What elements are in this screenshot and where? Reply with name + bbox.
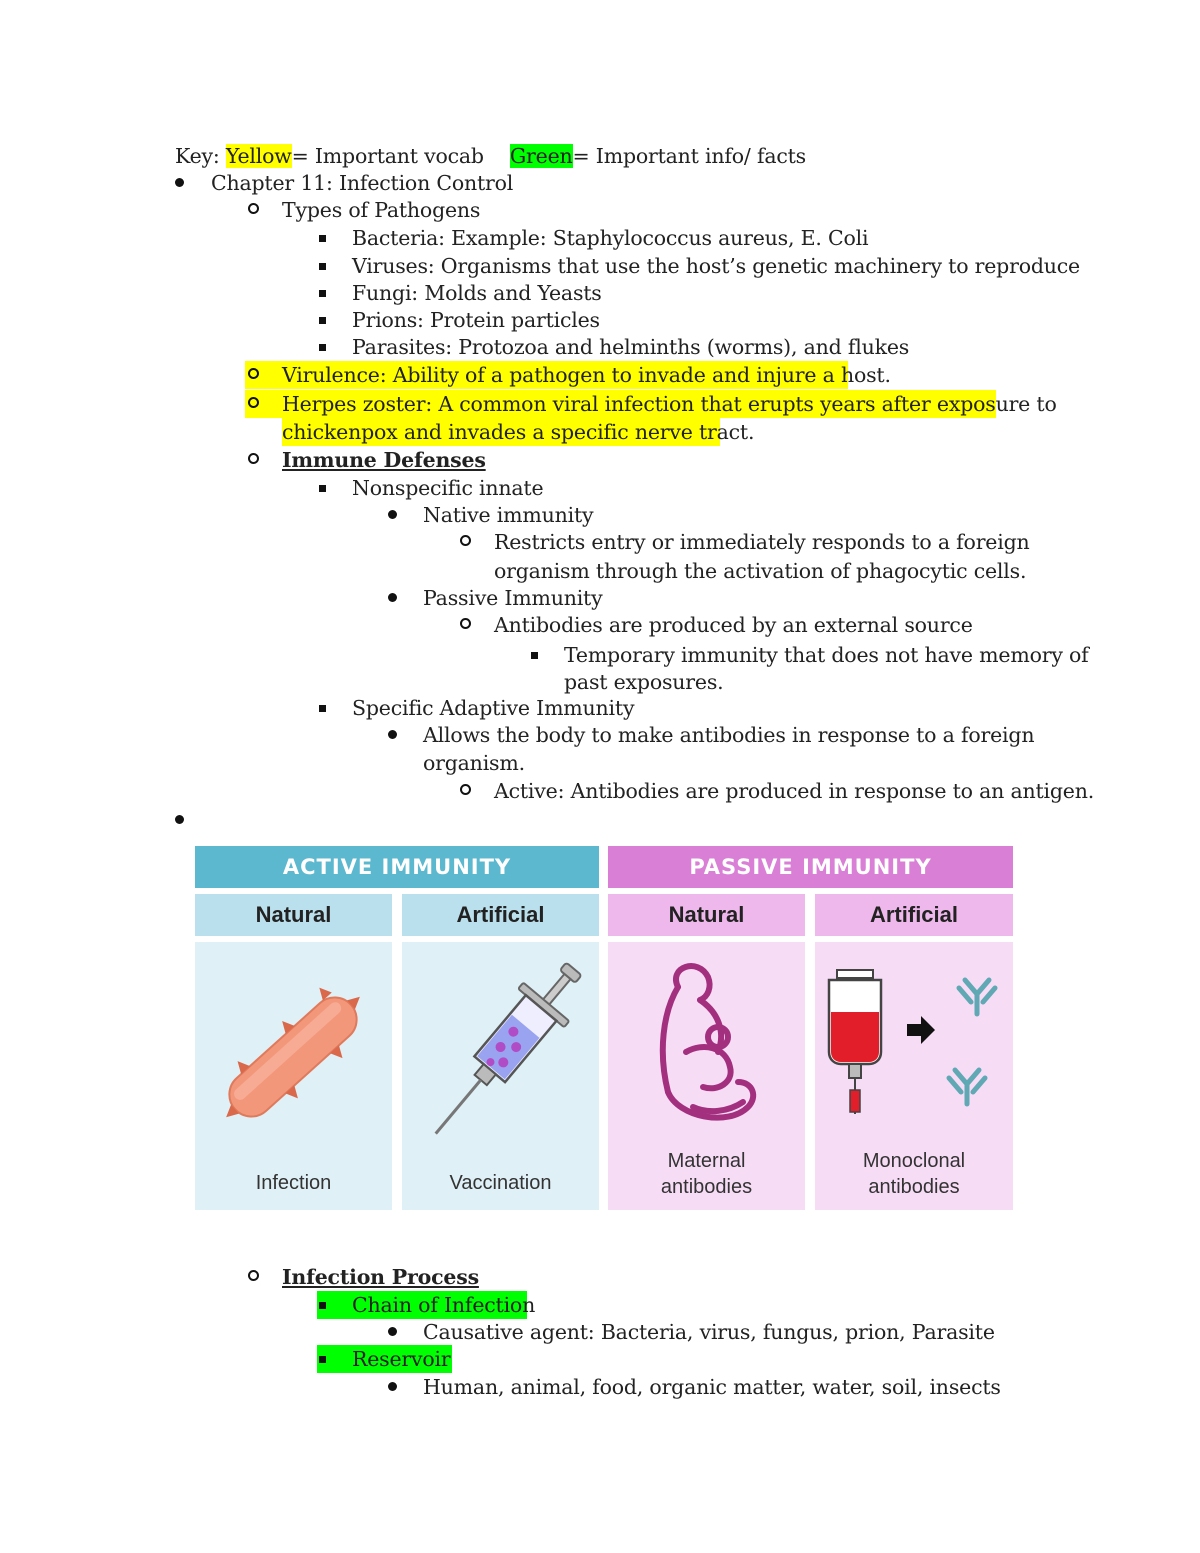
infection-panel: [195, 942, 392, 1210]
bullet-dot-icon: [388, 501, 397, 529]
types-of-pathogens: Types of Pathogens: [282, 198, 481, 222]
temporary-line2: past exposures.: [564, 670, 724, 694]
active-artificial-label: Artificial: [402, 894, 599, 936]
reservoir: Reservoir: [352, 1347, 451, 1371]
item-prions: Prions: Protein particles: [352, 308, 600, 332]
bullet-dot-icon: [388, 584, 397, 612]
mother-and-baby-icon: [608, 942, 805, 1142]
bullet-ring-icon: [248, 361, 259, 389]
allows-line1: Allows the body to make antibodies in response to a foreign: [423, 723, 1035, 747]
bullet-square-icon: [531, 641, 538, 669]
herpes-definition-line1: Herpes zoster: A common viral infection that erupts years after exposure to: [282, 392, 1057, 416]
bullet-square-icon: [319, 306, 326, 334]
key-prefix: Key:: [175, 144, 226, 168]
key-green-def: = Important info/ facts: [572, 144, 806, 168]
active-immunity-header: ACTIVE IMMUNITY: [195, 846, 599, 888]
item-parasites: Parasites: Protozoa and helminths (worms), and flukes: [352, 335, 910, 359]
iv-bag-antibody-icon: [815, 942, 1013, 1142]
allows-line2: organism.: [423, 751, 525, 775]
restricts-line2: organism through the activation of phagocytic cells.: [494, 559, 1027, 583]
native-immunity: Native immunity: [423, 503, 594, 527]
caption-vaccination: Vaccination: [449, 1172, 552, 1194]
bullet-dot-icon: [388, 1318, 397, 1346]
caption-maternal-line1: Maternal: [667, 1150, 746, 1172]
bullet-dot-icon: [388, 1373, 397, 1401]
specific-adaptive: Specific Adaptive Immunity: [352, 696, 635, 720]
bullet-square-icon: [319, 252, 326, 280]
caption-maternal-line2: antibodies: [660, 1176, 753, 1198]
key-legend: [175, 142, 806, 170]
infection-process-heading: Infection Process: [282, 1265, 479, 1289]
vaccination-panel: [402, 942, 599, 1210]
bullet-dot-icon: [175, 806, 184, 834]
reservoir-examples: Human, animal, food, organic matter, water, soil, insects: [423, 1375, 1001, 1399]
temporary-line1: Temporary immunity that does not have memory of: [564, 643, 1089, 667]
chapter-heading: Chapter 11: Infection Control: [211, 171, 514, 195]
antibodies-external: Antibodies are produced by an external source: [494, 613, 973, 637]
bullet-square-icon: [319, 333, 326, 361]
bullet-square-icon: [319, 1291, 326, 1319]
key-yellow-def: = Important vocab: [291, 144, 484, 168]
chain-of-infection: Chain of Infection: [352, 1293, 536, 1317]
syringe-icon: [402, 942, 599, 1172]
monoclonal-panel: [815, 942, 1013, 1210]
immune-defenses-heading: Immune Defenses: [282, 448, 486, 472]
bullet-ring-icon: [248, 390, 259, 418]
key-yellow-word: Yellow: [225, 144, 292, 168]
caption-monoclonal-line2: antibodies: [868, 1176, 960, 1198]
active-antibodies: Active: Antibodies are produced in response to an antigen.: [494, 779, 1095, 803]
bullet-square-icon: [319, 224, 326, 252]
bullet-ring-icon: [460, 777, 471, 805]
item-viruses: Viruses: Organisms that use the host’s genetic machinery to reproduce: [352, 254, 1080, 278]
item-bacteria: Bacteria: Example: Staphylococcus aureus, E. Coli: [352, 226, 869, 250]
bullet-dot-icon: [388, 721, 397, 749]
bullet-ring-icon: [248, 1263, 259, 1291]
active-natural-label: Natural: [195, 894, 392, 936]
restricts-line1: Restricts entry or immediately responds to a foreign: [494, 530, 1030, 554]
bullet-square-icon: [319, 474, 326, 502]
arrow-right-icon: [907, 1016, 935, 1044]
key-green-word: Green: [509, 144, 573, 168]
bacterium-icon: [195, 942, 392, 1172]
bullet-ring-icon: [248, 196, 259, 224]
causative-agent: Causative agent: Bacteria, virus, fungus, prion, Parasite: [423, 1320, 995, 1344]
nonspecific-innate: Nonspecific innate: [352, 476, 544, 500]
passive-immunity-header: PASSIVE IMMUNITY: [608, 846, 1013, 888]
bullet-ring-icon: [460, 528, 471, 556]
bullet-square-icon: [319, 279, 326, 307]
passive-natural-label: Natural: [608, 894, 805, 936]
caption-infection: Infection: [255, 1172, 332, 1194]
passive-artificial-label: Artificial: [815, 894, 1013, 936]
bullet-square-icon: [319, 1345, 326, 1373]
bullet-ring-icon: [460, 611, 471, 639]
virulence-definition: Virulence: Ability of a pathogen to invade and injure a host.: [282, 363, 891, 387]
passive-immunity: Passive Immunity: [423, 586, 603, 610]
item-fungi: Fungi: Molds and Yeasts: [352, 281, 602, 305]
maternal-panel: [608, 942, 805, 1210]
bullet-square-icon: [319, 694, 326, 722]
immunity-figure: [195, 846, 1013, 1210]
bullet-dot-icon: [175, 169, 184, 197]
bullet-ring-icon: [248, 446, 259, 474]
herpes-definition-line2: chickenpox and invades a specific nerve tract.: [282, 420, 755, 444]
caption-monoclonal-line1: Monoclonal: [862, 1150, 966, 1172]
